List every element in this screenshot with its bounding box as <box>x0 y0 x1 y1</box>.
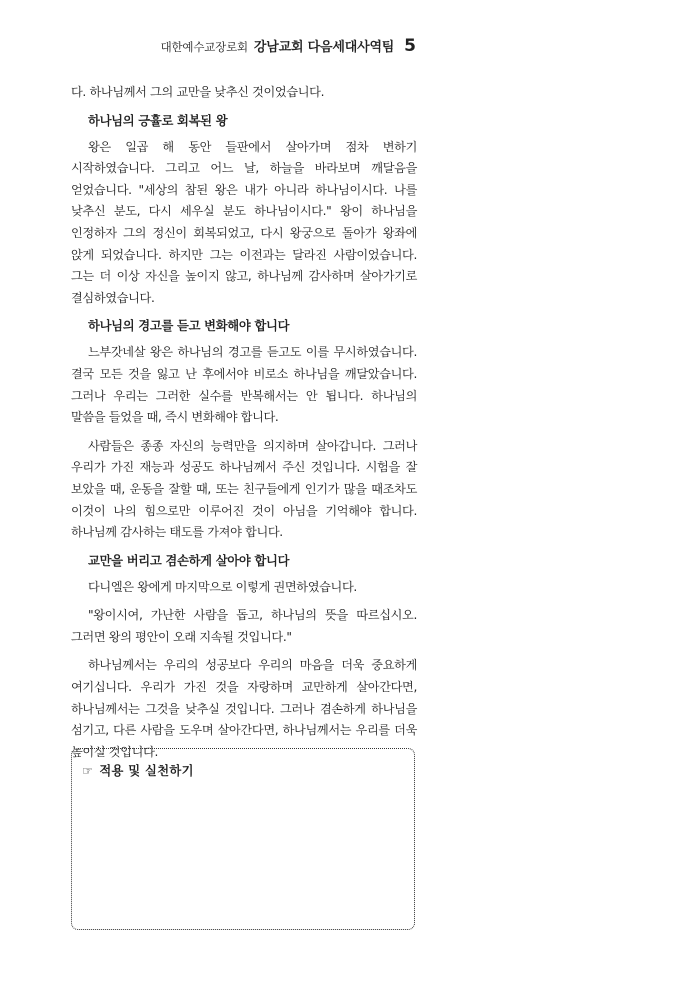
paragraph: 사람들은 종종 자신의 능력만을 의지하며 살아갑니다. 그러나 우리가 가진 재능과 성공도 하나님께서 주신 것입니다. 시험을 잘 보았을 때, 운동을 잘할 때, 또는 친구들에게 인기가 많을 때조차도 이것이 나의 힘으로만 이루어진 것이 아님을 기억해야 합니다. 하나님께 감사하는 태도를 가져야 합니다. <box>71 438 417 540</box>
application-box-title <box>82 761 194 779</box>
section-heading-heed-warning: 하나님의 경고를 듣고 변화해야 합니다 <box>88 319 290 334</box>
main-content <box>71 82 417 770</box>
church-denomination: 대한예수교장로회 <box>160 40 248 54</box>
paragraph: 왕은 일곱 해 동안 들판에서 살아가며 점차 변하기 시작하였습니다. 그리고 어느 날, 하늘을 바라보며 깨달음을 얻었습니다. "세상의 참된 왕은 내가 아니라 하나님이시다. 나를 낮추신 분도, 다시 세우실 분도 하나님이시다." 왕이 하나님을 인정하자 그의 정신이 회복되었고, 다시 왕궁으로 돌아가 왕좌에 앉게 되었습니다. 하지만 그는 이전과는 달라진 사람이었습니다. 그는 더 이상 자신을 높이지 않고, 하나님께 감사하며 살아가기로 결심하였습니다. <box>71 139 417 305</box>
section-heading-humility: 교만을 버리고 겸손하게 살아야 합니다 <box>88 553 290 568</box>
page-number: 5 <box>404 36 416 56</box>
section-heading-restored-king: 하나님의 긍휼로 회복된 왕 <box>88 113 228 128</box>
paragraph: 하나님께서는 우리의 성공보다 우리의 마음을 더욱 중요하게 여기십니다. 우리가 가진 것을 자랑하며 교만하게 살아간다면, 하나님께서는 그것을 낮추실 것입니다. 그러나 겸손하게 하나님을 섬기고, 다른 사람을 도우며 살아간다면, 하나님께서는 우리를 더욱 높이실 것입니다. <box>71 658 417 759</box>
quote-paragraph: "왕이시여, 가난한 사람을 돕고, 하나님의 뜻을 따르십시오. 그러면 왕의 평안이 오래 지속될 것입니다." <box>71 608 417 644</box>
ministry-team-name: 강남교회 다음세대사역팀 <box>253 40 395 55</box>
page-header <box>161 36 416 56</box>
application-title-text: 적용 및 실천하기 <box>99 764 194 778</box>
paragraph: 느부갓네살 왕은 하나님의 경고를 듣고도 이를 무시하였습니다. 결국 모든 것을 잃고 난 후에서야 비로소 하나님을 깨달았습니다. 그러나 우리는 그러한 실수를 반복해서는 안 됩니다. 하나님의 말씀을 들었을 때, 즉시 변화해야 합니다. <box>71 345 417 425</box>
paragraph: 다니엘은 왕에게 마지막으로 이렇게 권면하였습니다. <box>88 579 357 594</box>
application-box <box>71 748 415 930</box>
intro-paragraph: 다. 하나님께서 그의 교만을 낮추신 것이었습니다. <box>71 85 325 99</box>
pointing-hand-icon: ☞ <box>82 764 94 778</box>
